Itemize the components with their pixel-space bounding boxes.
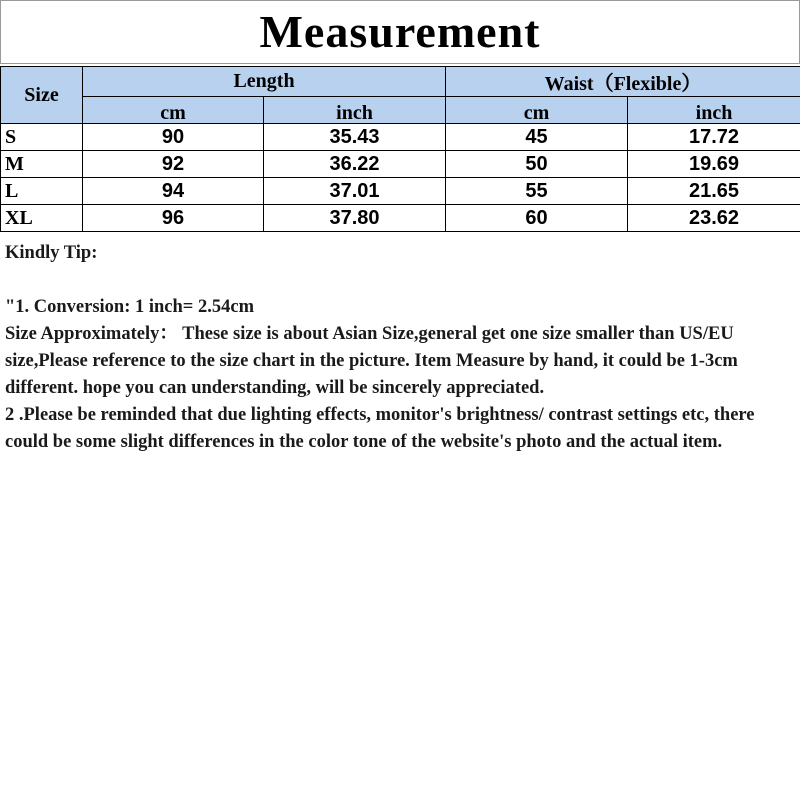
row-size: M [1, 151, 83, 178]
cell-waist-cm: 50 [446, 151, 628, 178]
header-length-cm: cm [83, 97, 264, 124]
header-length-inch: inch [264, 97, 446, 124]
table-row [1, 205, 800, 232]
header-waist: Waist（Flexible） [446, 67, 800, 97]
cell-length-cm: 94 [83, 178, 264, 205]
cell-waist-inch: 17.72 [628, 124, 800, 151]
notes-section [5, 240, 797, 456]
table-row [1, 151, 800, 178]
note-size-approx: Size Approximately： These size is about Asian Size,general get one size smaller than US/EU size,Please reference to the size chart in the picture. Item Measure by hand, it could be 1-3cm different. hope you can understanding, will be sincerely appreciated. [5, 324, 738, 398]
row-size: L [1, 178, 83, 205]
cell-length-inch: 37.80 [264, 205, 446, 232]
cell-waist-cm: 60 [446, 205, 628, 232]
tip-title: Kindly Tip: [5, 243, 98, 263]
cell-waist-inch: 23.62 [628, 205, 800, 232]
header-waist-inch: inch [628, 97, 800, 124]
table-row [1, 124, 800, 151]
cell-waist-cm: 55 [446, 178, 628, 205]
row-size: XL [1, 205, 83, 232]
page-title: Measurement [259, 6, 541, 57]
cell-length-inch: 36.22 [264, 151, 446, 178]
note-conversion: "1. Conversion: 1 inch= 2.54cm [5, 297, 254, 317]
header-row-top [1, 67, 800, 97]
header-size: Size [1, 67, 83, 124]
cell-length-cm: 90 [83, 124, 264, 151]
header-row-units [1, 97, 800, 124]
cell-waist-inch: 21.65 [628, 178, 800, 205]
note-color-tone: 2 .Please be reminded that due lighting effects, monitor's brightness/ contrast settings etc, there could be some slight differences in the color tone of the website's photo and the actual item. [5, 405, 755, 452]
cell-waist-cm: 45 [446, 124, 628, 151]
spacer [5, 267, 797, 294]
row-size: S [1, 124, 83, 151]
table-row [1, 178, 800, 205]
header-waist-cm: cm [446, 97, 628, 124]
cell-length-inch: 35.43 [264, 124, 446, 151]
header-length: Length [83, 67, 446, 97]
cell-length-cm: 92 [83, 151, 264, 178]
cell-length-inch: 37.01 [264, 178, 446, 205]
cell-waist-inch: 19.69 [628, 151, 800, 178]
cell-length-cm: 96 [83, 205, 264, 232]
title-box [0, 0, 800, 64]
size-chart-table [0, 66, 800, 232]
